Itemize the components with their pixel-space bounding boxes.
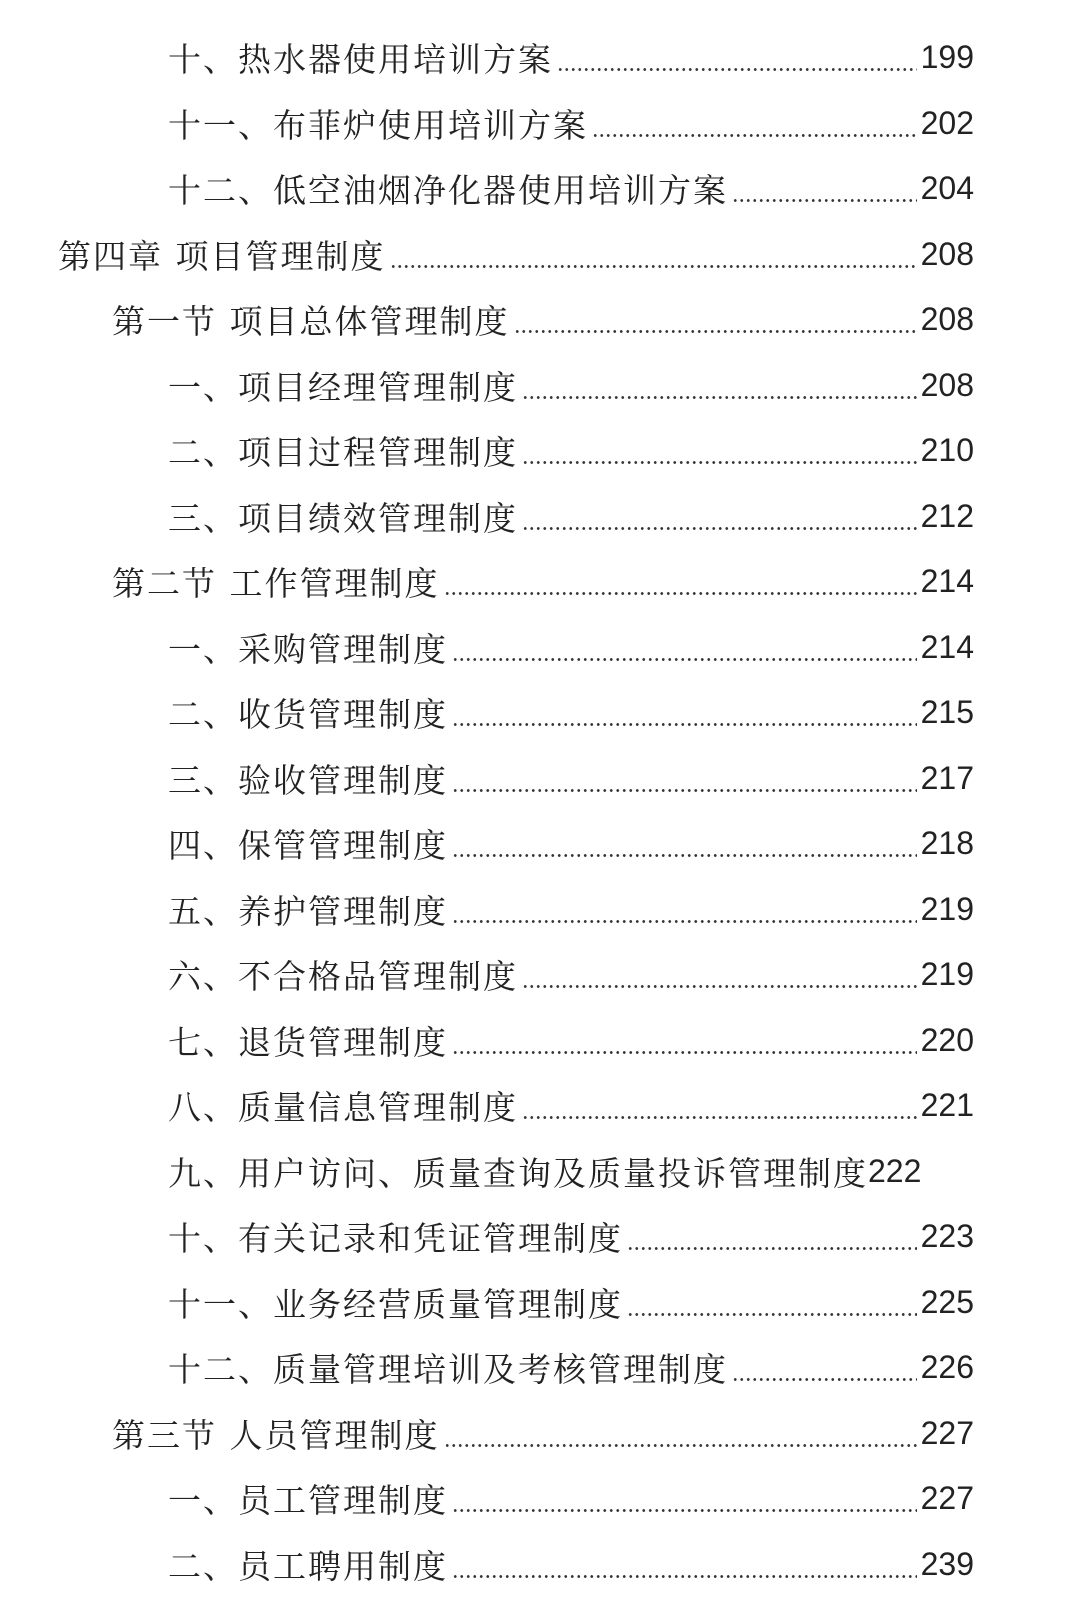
toc-subsection-entry[interactable] <box>0 1270 1078 1336</box>
table-of-contents <box>0 25 1078 1597</box>
toc-entry-title: 四、保管管理制度 <box>168 826 448 866</box>
toc-subsection-entry[interactable] <box>0 418 1078 484</box>
toc-subsection-entry[interactable] <box>0 91 1078 157</box>
toc-entry-title: 七、退货管理制度 <box>168 1022 448 1062</box>
toc-page-number: 222 <box>868 1152 922 1189</box>
toc-page-number: 227 <box>920 1480 974 1517</box>
toc-entry-title: 三、项目绩效管理制度 <box>168 498 518 538</box>
toc-page-number: 214 <box>920 628 974 665</box>
toc-dot-leader <box>732 199 917 202</box>
toc-dot-leader <box>522 396 917 399</box>
toc-entry-title: 三、验收管理制度 <box>168 760 448 800</box>
toc-page-number: 227 <box>920 1414 974 1451</box>
toc-subsection-entry[interactable] <box>0 1073 1078 1139</box>
toc-dot-leader <box>452 723 917 726</box>
toc-entry-title: 第三节 人员管理制度 <box>112 1415 440 1455</box>
toc-subsection-entry[interactable] <box>0 353 1078 419</box>
toc-subsection-entry[interactable] <box>0 1008 1078 1074</box>
toc-entry-title: 第一节 项目总体管理制度 <box>112 302 510 342</box>
toc-page-number: 226 <box>920 1349 974 1386</box>
toc-page-number: 217 <box>920 759 974 796</box>
toc-page-number: 215 <box>920 694 974 731</box>
toc-subsection-entry[interactable] <box>0 1532 1078 1598</box>
toc-page-number: 239 <box>920 1545 974 1582</box>
toc-entry-title: 八、质量信息管理制度 <box>168 1088 518 1128</box>
toc-dot-leader <box>522 527 917 530</box>
toc-page-number: 208 <box>920 366 974 403</box>
toc-dot-leader <box>627 1313 917 1316</box>
toc-entry-title: 第二节 工作管理制度 <box>112 564 440 604</box>
toc-entry-title: 二、收货管理制度 <box>168 695 448 735</box>
toc-subsection-entry[interactable] <box>0 811 1078 877</box>
toc-section-entry[interactable] <box>0 287 1078 353</box>
toc-dot-leader <box>452 854 917 857</box>
toc-dot-leader <box>452 1051 917 1054</box>
toc-section-entry[interactable] <box>0 1401 1078 1467</box>
toc-subsection-entry[interactable] <box>0 484 1078 550</box>
toc-subsection-entry[interactable] <box>0 615 1078 681</box>
toc-page-number: 202 <box>920 104 974 141</box>
toc-page-number: 225 <box>920 1283 974 1320</box>
toc-subsection-entry[interactable] <box>0 942 1078 1008</box>
toc-subsection-entry[interactable] <box>0 1466 1078 1532</box>
toc-dot-leader <box>452 920 917 923</box>
toc-entry-title: 二、项目过程管理制度 <box>168 433 518 473</box>
toc-dot-leader <box>452 1575 917 1578</box>
toc-entry-title: 十、热水器使用培训方案 <box>168 40 553 80</box>
toc-dot-leader <box>444 1444 917 1447</box>
toc-subsection-entry[interactable] <box>0 877 1078 943</box>
toc-subsection-entry[interactable] <box>0 156 1078 222</box>
toc-entry-title: 六、不合格品管理制度 <box>168 957 518 997</box>
toc-page-number: 208 <box>920 301 974 338</box>
toc-entry-title: 一、项目经理管理制度 <box>168 367 518 407</box>
toc-chapter-entry[interactable] <box>0 222 1078 288</box>
toc-dot-leader <box>522 461 917 464</box>
toc-entry-title: 十一、布菲炉使用培训方案 <box>168 105 588 145</box>
toc-entry-title: 九、用户访问、质量查询及质量投诉管理制度 <box>168 1153 868 1193</box>
toc-page-number: 218 <box>920 825 974 862</box>
toc-dot-leader <box>452 1509 917 1512</box>
toc-page-number: 223 <box>920 1218 974 1255</box>
toc-subsection-entry[interactable] <box>0 1204 1078 1270</box>
toc-subsection-entry[interactable] <box>0 1335 1078 1401</box>
toc-dot-leader <box>522 985 917 988</box>
toc-entry-title: 二、员工聘用制度 <box>168 1546 448 1586</box>
toc-dot-leader <box>444 592 917 595</box>
toc-entry-title: 第四章 项目管理制度 <box>58 236 386 276</box>
toc-page-number: 221 <box>920 1087 974 1124</box>
toc-entry-title: 十、有关记录和凭证管理制度 <box>168 1219 623 1259</box>
toc-page-number: 219 <box>920 890 974 927</box>
toc-dot-leader <box>452 789 917 792</box>
toc-dot-leader <box>452 658 917 661</box>
toc-dot-leader <box>557 68 917 71</box>
toc-page-number: 214 <box>920 563 974 600</box>
toc-dot-leader <box>732 1378 917 1381</box>
toc-dot-leader <box>522 1116 917 1119</box>
toc-section-entry[interactable] <box>0 549 1078 615</box>
toc-dot-leader <box>592 134 917 137</box>
toc-dot-leader <box>627 1247 917 1250</box>
toc-dot-leader <box>514 330 917 333</box>
toc-page-number: 199 <box>920 39 974 76</box>
toc-entry-title: 一、员工管理制度 <box>168 1481 448 1521</box>
toc-page-number: 220 <box>920 1021 974 1058</box>
toc-page-number: 210 <box>920 432 974 469</box>
toc-subsection-entry[interactable] <box>0 746 1078 812</box>
toc-subsection-entry[interactable] <box>0 25 1078 91</box>
toc-page-number: 212 <box>920 497 974 534</box>
toc-entry-title: 五、养护管理制度 <box>168 891 448 931</box>
toc-entry-title: 一、采购管理制度 <box>168 629 448 669</box>
toc-dot-leader <box>390 265 917 268</box>
toc-entry-title: 十二、质量管理培训及考核管理制度 <box>168 1350 728 1390</box>
toc-subsection-entry[interactable] <box>0 1139 1078 1205</box>
toc-page-number: 219 <box>920 956 974 993</box>
toc-subsection-entry[interactable] <box>0 680 1078 746</box>
toc-entry-title: 十二、低空油烟净化器使用培训方案 <box>168 171 728 211</box>
toc-entry-title: 十一、业务经营质量管理制度 <box>168 1284 623 1324</box>
toc-page-number: 204 <box>920 170 974 207</box>
toc-page-number: 208 <box>920 235 974 272</box>
